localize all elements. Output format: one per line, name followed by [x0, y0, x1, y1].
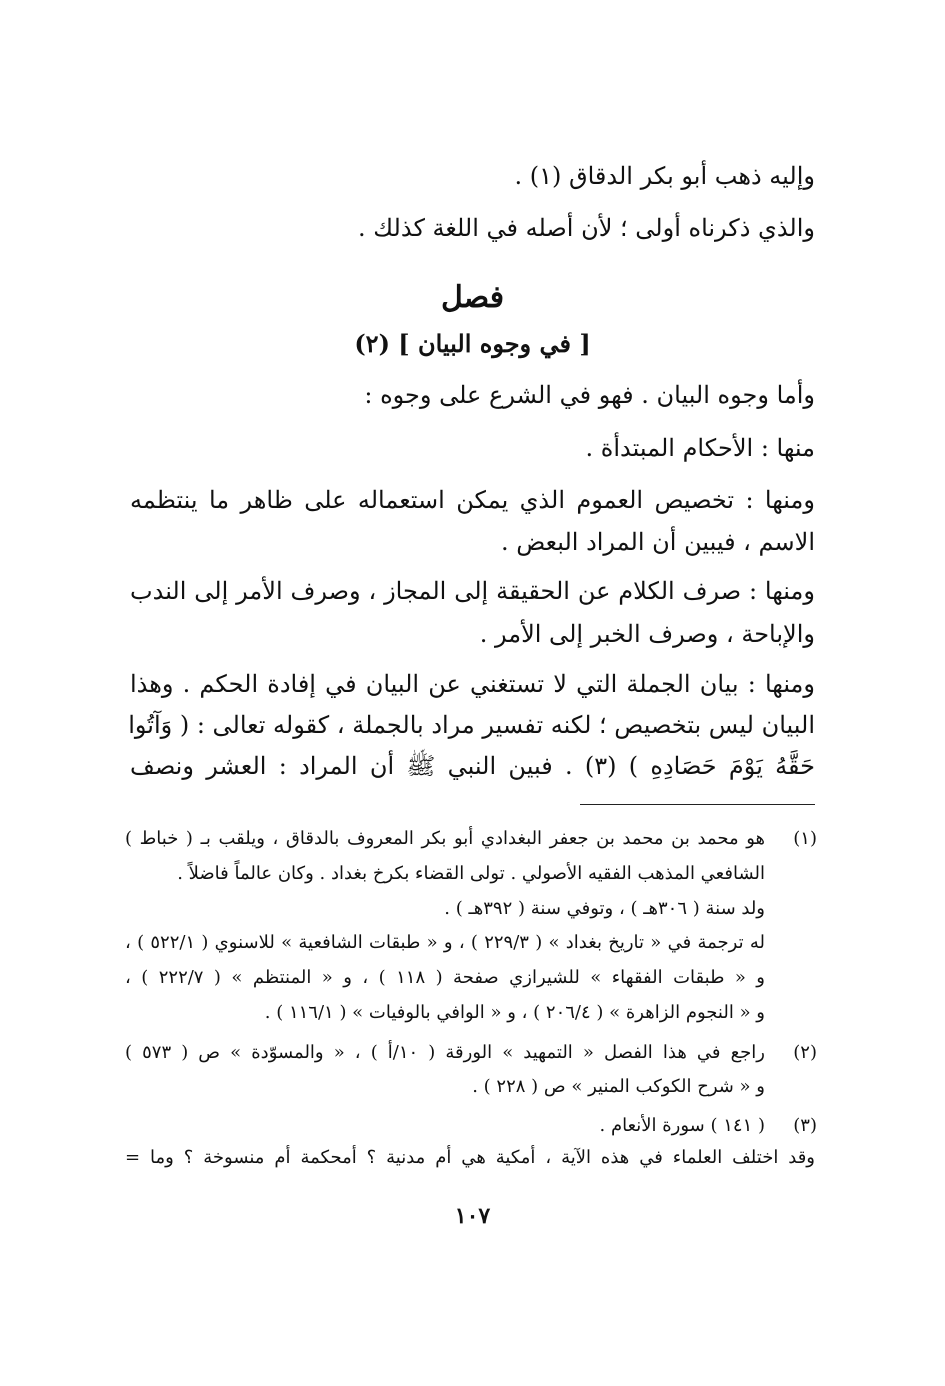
text-line: وإليه ذهب أبو بكر الدقاق (١) .: [514, 162, 815, 190]
text-line: ومنها : تخصيص العموم الذي يمكن استعماله على ظاهر ما ينتظمه: [130, 486, 815, 514]
text-line: منها : الأحكام المبتدأة .: [585, 434, 815, 462]
footnote-line: وقد اختلف العلماء في هذه الآية ، أمكية هي أم مدنية ؟ أمحكمة أم منسوخة ؟ وما =: [125, 1147, 815, 1168]
text-line: البيان ليس بتخصيص ؛ لكنه تفسير مراد بالجملة ، كقوله تعالى : ( وَآتُوا: [128, 711, 815, 739]
text-line: والإباحة ، وصرف الخبر إلى الأمر .: [479, 620, 815, 648]
footnote-number: (٣): [793, 1115, 817, 1136]
footnote-line: الشافعي المذهب الفقيه الأصولي . تولى القضاء بكرخ بغداد . وكان عالماً فاضلاً .: [177, 863, 765, 884]
footnote-number: (١): [793, 828, 817, 849]
section-title: فصل: [440, 280, 505, 315]
text-line: حَقَّهُ يَوْمَ حَصَادِهِ ) (٣) . فبين النبي ﷺ أن المراد : العشر ونصف: [130, 752, 816, 780]
footnote-number: (٢): [793, 1042, 817, 1063]
footnote-line: و « شرح الكوكب المنير » ص ( ٢٢٨ ) .: [472, 1076, 765, 1097]
footnote-line: و « النجوم الزاهرة » ( ٢٠٦/٤ ) ، و « الوافي بالوفيات » ( ١١٦/١ ) .: [264, 1002, 765, 1023]
text-line: ومنها : صرف الكلام عن الحقيقة إلى المجاز ، وصرف الأمر إلى الندب: [130, 577, 815, 605]
footnote-line: ( ١٤١ ) سورة الأنعام .: [599, 1115, 765, 1136]
footnote-line: له ترجمة في « تاريخ بغداد » ( ٢٢٩/٣ ) ، و « طبقات الشافعية » للاسنوي ( ٥٢٢/١ ) ،: [125, 932, 765, 953]
footnote-line: ولد سنة ( ٣٠٦هـ ) ، وتوفي سنة ( ٣٩٢هـ ) .: [444, 898, 765, 919]
text-line: الاسم ، فيبين أن المراد البعض .: [500, 528, 815, 556]
footnote-line: هو محمد بن محمد بن جعفر البغدادي أبو بكر المعروف بالدقاق ، ويلقب بـ ( خباط ): [125, 828, 765, 849]
text-line: والذي ذكرناه أولى ؛ لأن أصله في اللغة كذلك .: [358, 214, 815, 242]
footnote-divider: [580, 804, 815, 805]
page-number: ١٠٧: [454, 1203, 491, 1229]
text-line: وأما وجوه البيان . فهو في الشرع على وجوه :: [364, 381, 815, 409]
footnote-line: راجع في هذا الفصل « التمهيد » الورقة ( ١٠/أ ) ، « والمسوّدة » ص ( ٥٧٣ ): [125, 1042, 766, 1063]
text-line: ومنها : بيان الجملة التي لا تستغني عن البيان في إفادة الحكم . وهذا: [130, 670, 816, 698]
footnote-line: و « طبقات الفقهاء » للشيرازي صفحة ( ١١٨ ) ، و « المنتظم » ( ٢٢٢/٧ ) ،: [125, 967, 765, 988]
section-subtitle: [ في وجوه البيان ] (٢): [354, 329, 591, 358]
